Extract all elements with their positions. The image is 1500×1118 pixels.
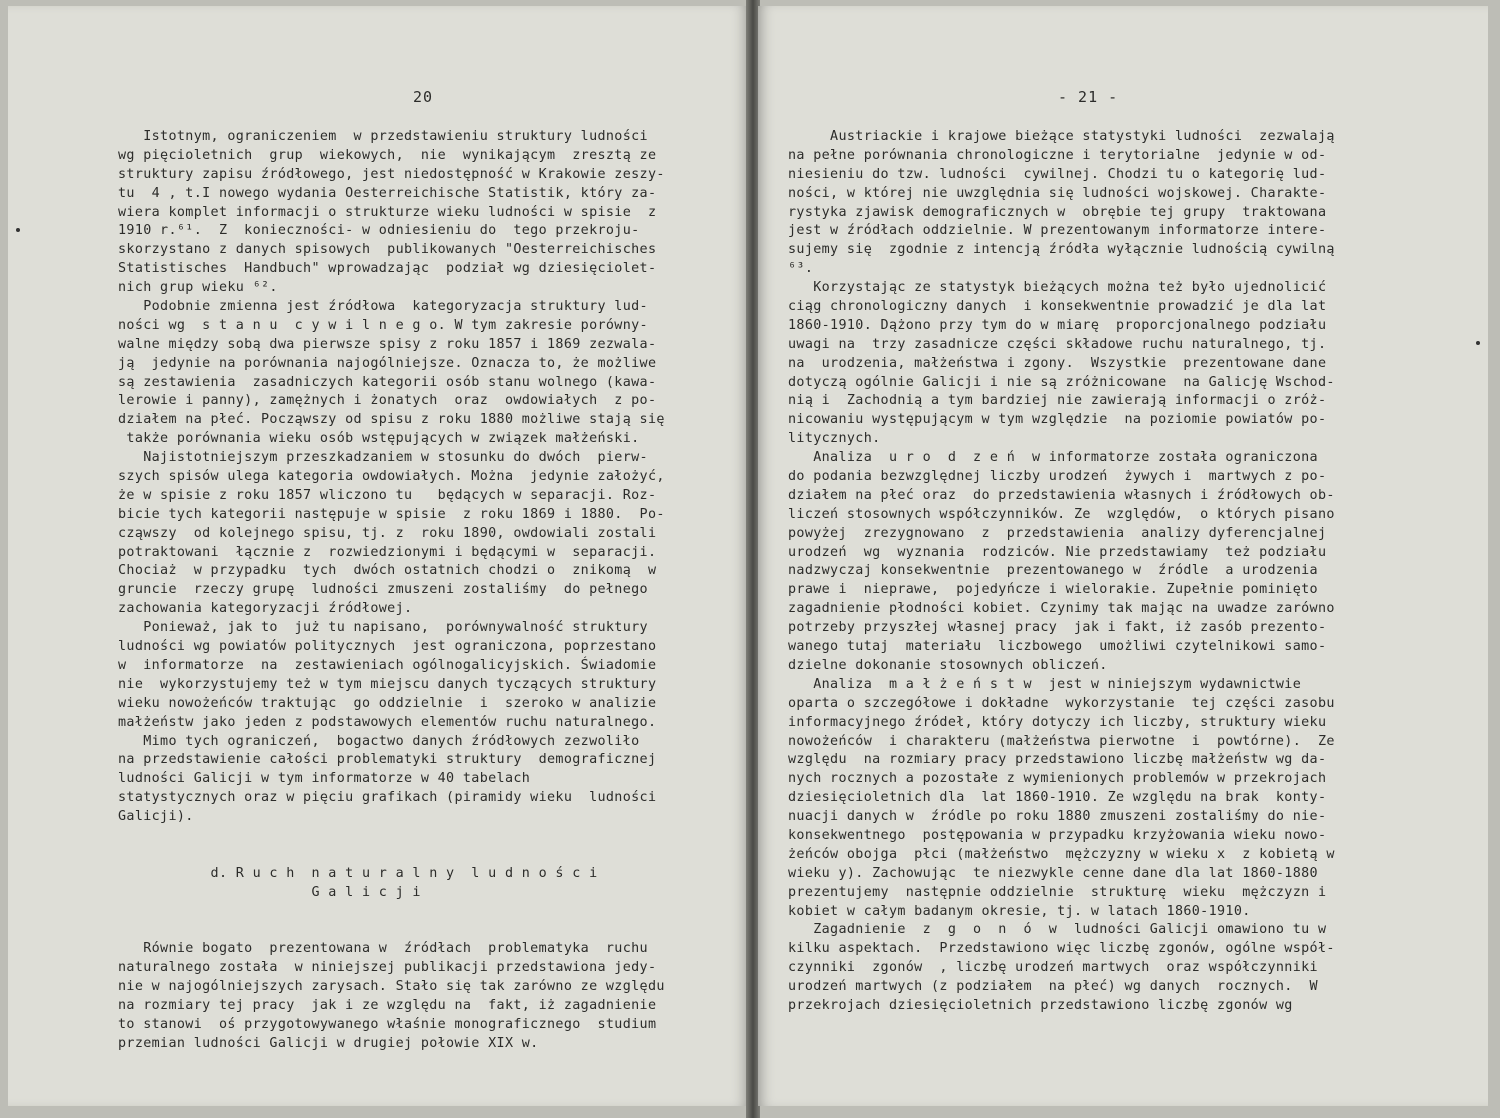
text-line: względu na rozmiary pracy przedstawiono liczbę małżeństw wg da- (788, 752, 1327, 768)
text-line: ności wg s t a n u c y w i l n e g o. W tym zakresie porówny- (118, 317, 648, 333)
text-line: oparta o szczegółowe i dokładne wykorzystanie tej części zasobu (788, 695, 1335, 711)
text-line: ności, w której nie uwzględnia się ludności wojskowej. Charakte- (788, 185, 1327, 201)
right-page (758, 6, 1488, 1106)
text-line: dzielne dokonanie stosownych obliczeń. (788, 657, 1108, 673)
text-line: nicowaniu występującym w tym względzie na poziomie powiatów po- (788, 412, 1327, 428)
text-line: cząwszy od kolejnego spisu, tj. z roku 1890, owdowiali zostali (118, 525, 657, 541)
text-line: statystycznych oraz w pięciu grafikach (piramidy wieku ludności (118, 790, 657, 806)
text-line: Najistotniejszym przeszkadzaniem w stosunku do dwóch pierw- (118, 450, 648, 466)
text-line: urodzeń martwych (z podziałem na płeć) wg danych rocznych. W (788, 979, 1318, 995)
text-line: informacyjnego źródeł, który dotyczy ich liczby, struktury wieku (788, 714, 1327, 730)
text-line: rystyka zjawisk demograficznych w obrębie tej grupy traktowana (788, 204, 1327, 220)
text-line: ludności Galicji w tym informatorze w 40 tabelach (118, 771, 531, 787)
text-line: dziesięcioletnich dla lat 1860-1910. Ze względu na brak konty- (788, 790, 1327, 806)
text-line: liczeń stosownych współczynników. Ze względów, o których pisano (788, 506, 1335, 522)
text-line: na pełne porównania chronologiczne i terytorialne jedynie w od- (788, 147, 1327, 163)
text-line: nią i Zachodnią a tym bardziej nie zawierają informacji o zróż- (788, 393, 1327, 409)
text-line: Istotnym, ograniczeniem w przedstawieniu struktury ludności (118, 129, 648, 144)
text-line: Chociaż w przypadku tych dwóch ostatnich chodzi o znikomą w (118, 563, 657, 579)
text-line: szych spisów ulega kategoria owdowiałych. Można jedynie założyć, (118, 469, 665, 485)
text-line: ciąg chronologiczny danych i konsekwentnie prowadzić je dla lat (788, 299, 1327, 315)
text-line: potraktowani łącznie z rozwiedzionymi i będącymi w separacji. (118, 544, 657, 560)
text-line: wiera komplet informacji o strukturze wieku ludności w spisie z (118, 204, 657, 220)
text-line: wanego tutaj materiału liczbowego umożliwi czytelnikowi samo- (788, 639, 1327, 655)
text-line: do podania bezwzględnej liczby urodzeń żywych i martwych z po- (788, 469, 1327, 485)
text-line: Ponieważ, jak to już tu napisano, porównywalność struktury (118, 620, 648, 636)
text-line: struktury zapisu źródłowego, jest niedostępność w Krakowie zeszy- (118, 166, 665, 182)
text-line: skorzystano z danych spisowych publikowanych "Oesterreichisches (118, 242, 657, 258)
text-line: małżeństw jako jeden z podstawowych elementów ruchu naturalnego. (118, 714, 657, 730)
text-line: nych rocznych a pozostałe z wymienionych problemów w przekrojach (788, 771, 1327, 787)
text-line: zagadnienie płodności kobiet. Czynimy tak mając na uwadze zarówno (788, 601, 1335, 617)
text-line: zachowania kategoryzacji źródłowej. (118, 601, 413, 617)
text-line: nuacji danych w źródle po roku 1880 zmuszeni zostaliśmy do nie- (788, 809, 1327, 825)
text-line: Analiza m a ł ż e ń s t w jest w niniejszym wydawnictwie (788, 676, 1302, 692)
text-line: nie wykorzystujemy też w tym miejscu danych tyczących struktury (118, 676, 657, 692)
text-line: ⁶³. (788, 261, 814, 277)
text-line: Korzystając ze statystyk bieżących można też było ujednolicić (788, 280, 1327, 296)
text-line: ludności wg powiatów politycznych jest ograniczona, poprzestano (118, 639, 657, 655)
text-line: G a l i c j i (118, 884, 421, 900)
text-line: są zestawienia zasadniczych kategorii osób stanu wolnego (kawa- (118, 374, 657, 390)
text-line: gruncie rzeczy grupę ludności zmuszeni zostaliśmy do pełnego (118, 582, 648, 598)
text-line: prawe i nieprawe, pojedyńcze i wielorakie. Zupełnie pominięto (788, 582, 1318, 598)
left-page-text (118, 128, 665, 1054)
text-line: urodzeń wg wyznania rodziców. Nie przedstawiamy też podziału (788, 544, 1327, 560)
text-line (118, 827, 665, 846)
text-line: tu 4 , t.I nowego wydania Oesterreichische Statistik, który za- (118, 185, 657, 201)
text-line: Analiza u r o d z e ń w informatorze została ograniczona (788, 450, 1318, 466)
text-line: naturalnego została w niniejszej publikacji przedstawiona jedy- (118, 960, 657, 976)
text-line (118, 846, 665, 865)
text-line: nowożeńców i charakteru (małżeństwa pierwotne i powtórne). Ze (788, 733, 1335, 749)
text-line: Podobnie zmienna jest źródłowa kategoryzacja struktury lud- (118, 299, 648, 315)
text-line: niesieniu do tzw. ludności cywilnej. Chodzi tu o kategorię lud- (788, 166, 1327, 182)
text-line: także porównania wieku osób wstępujących w związek małżeński. (118, 431, 640, 447)
text-line: czynniki zgonów , liczbę urodzeń martwych oraz współczynniki (788, 960, 1318, 976)
text-line: działem na płeć oraz do przedstawienia własnych i źródłowych ob- (788, 487, 1335, 503)
text-line: nadzwyczaj konsekwentnie prezentowanego w źródle a urodzenia (788, 563, 1318, 579)
text-line: nie w najogólniejszych zarysach. Stało się tak zarówno ze względu (118, 979, 665, 995)
text-line: nich grup wieku ⁶². (118, 280, 278, 296)
text-line: uwagi na trzy zasadnicze części składowe ruchu naturalnego, tj. (788, 336, 1327, 352)
text-line: działem na płeć. Począwszy od spisu z roku 1880 możliwe stają się (118, 412, 665, 428)
text-line: d. R u c h n a t u r a l n y l u d n o ś c i (118, 865, 598, 881)
speck (16, 228, 20, 232)
text-line: wg pięcioletnich grup wiekowych, nie wynikającym zresztą ze (118, 147, 657, 163)
text-line: kobiet w całym badanym okresie, tj. w latach 1860-1910. (788, 903, 1251, 919)
text-line: że w spisie z roku 1857 wliczono tu będących w separacji. Roz- (118, 487, 657, 503)
text-line: potrzeby przyszłej własnej pracy jak i fakt, iż zasób prezento- (788, 620, 1327, 636)
text-line: wieku y). Zachowując te niezwykle cenne dane dla lat 1860-1880 (788, 865, 1318, 881)
text-line: ją jedynie na porównania najogólniejsze. Oznacza to, że możliwe (118, 355, 657, 371)
text-line: wieku nowożeńców traktując go oddzielnie i szeroko w analizie (118, 695, 657, 711)
text-line: sujemy się zgodnie z intencją źródła wyłącznie ludnością cywilną (788, 242, 1335, 258)
text-line: walne między sobą dwa pierwsze spisy z roku 1857 i 1869 zezwala- (118, 336, 657, 352)
text-line: lerowie i panny), zamężnych i żonatych oraz owdowiałych z po- (118, 393, 657, 409)
text-line: Zagadnienie z g o n ó w ludności Galicji omawiono tu w (788, 922, 1327, 938)
text-line: jest w źródłach oddzielnie. W prezentowanym informatorze intere- (788, 223, 1327, 239)
right-page-text (788, 128, 1335, 1016)
text-line: na przedstawienie całości problematyki struktury demograficznej (118, 752, 657, 768)
text-line: 1860-1910. Dążono przy tym do w miarę proporcjonalnego podziału (788, 317, 1327, 333)
text-line: przekrojach dziesięcioletnich przedstawiono liczbę zgonów wg (788, 997, 1293, 1013)
text-line: Galicji). (118, 809, 194, 825)
text-line: kilku aspektach. Przedstawiono więc liczbę zgonów, ogólne współ- (788, 941, 1335, 957)
page-number: 20 (413, 88, 434, 106)
text-line: powyżej zrezygnowano z przedstawienia analizy dyferencjalnej (788, 525, 1327, 541)
speck (1476, 341, 1480, 345)
text-line: dotyczą ogólnie Galicji i nie są zróżnicowane na Galicję Wschod- (788, 374, 1335, 390)
text-line: żeńców obojga płci (małżeństwo mężczyzny w wieku x z kobietą w (788, 846, 1335, 862)
text-line: na rozmiary tej pracy jak i ze względu na fakt, iż zagadnienie (118, 997, 657, 1013)
text-line: przemian ludności Galicji w drugiej połowie XIX w. (118, 1035, 539, 1051)
text-line: Mimo tych ograniczeń, bogactwo danych źródłowych zezwoliło (118, 733, 640, 749)
text-line: 1910 r.⁶¹. Z konieczności- w odniesieniu do tego przekroju- (118, 223, 640, 239)
text-line: na urodzenia, małżeństwa i zgony. Wszystkie prezentowane dane (788, 355, 1327, 371)
text-line: to stanowi oś przygotowywanego właśnie monograficznego studium (118, 1016, 657, 1032)
text-line: konsekwentnego postępowania w przypadku krzyżowania wieku nowo- (788, 827, 1327, 843)
page-number: - 21 - (1058, 88, 1119, 106)
text-line: prezentujemy następnie oddzielnie strukturę wieku mężczyzn i (788, 884, 1327, 900)
text-line: bicie tych kategorii następuje w spisie z roku 1869 i 1880. Po- (118, 506, 665, 522)
left-page (8, 6, 748, 1106)
text-line: Równie bogato prezentowana w źródłach problematyka ruchu (118, 941, 648, 957)
text-line: Austriackie i krajowe bieżące statystyki ludności zezwalają (788, 129, 1335, 144)
text-line: litycznych. (788, 431, 881, 447)
text-line (118, 903, 665, 922)
text-line: w informatorze na zestawieniach ogólnogalicyjskich. Świadomie (118, 657, 657, 673)
text-line (118, 921, 665, 940)
text-line: Statistisches Handbuch" wprowadzając podział wg dziesięciolet- (118, 261, 657, 277)
